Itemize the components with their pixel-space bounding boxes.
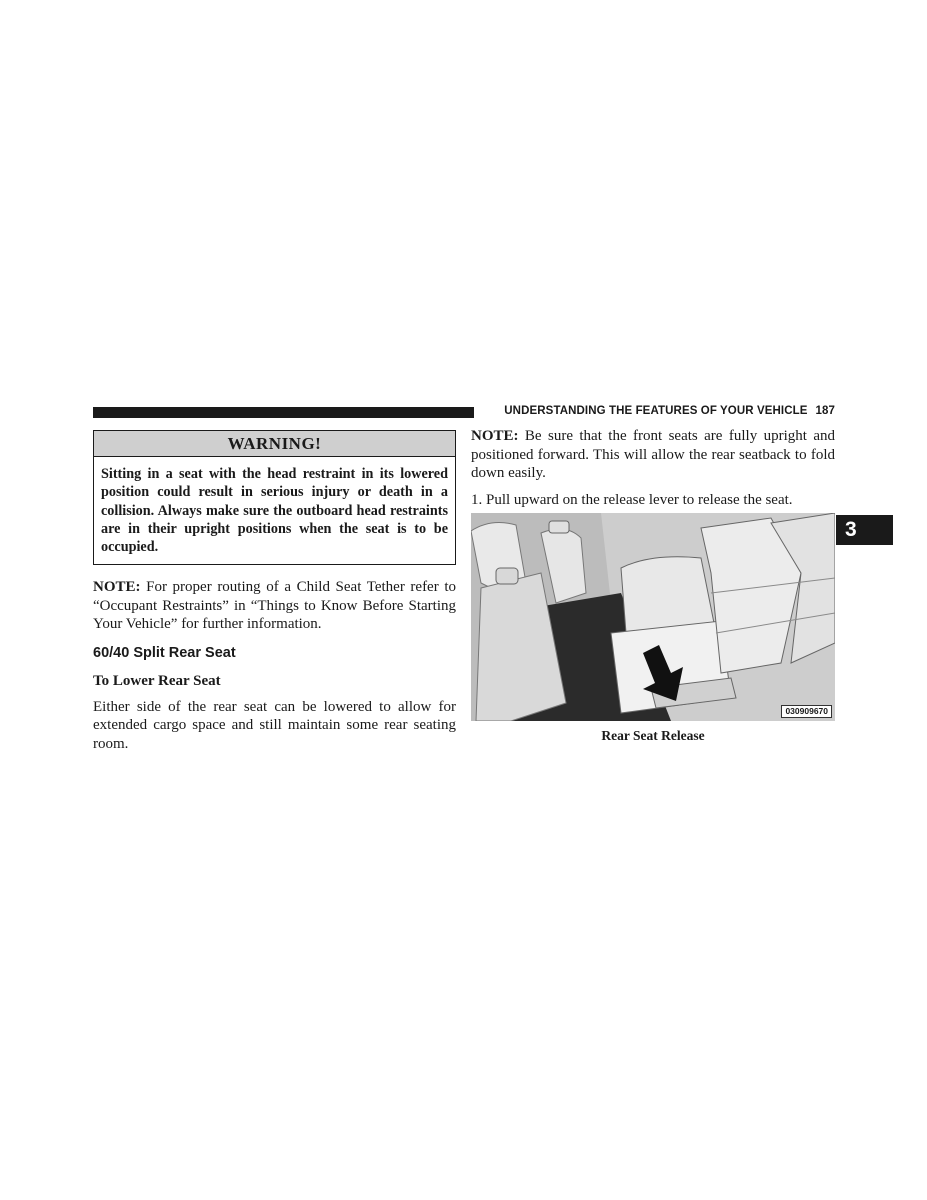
right-column bbox=[471, 427, 835, 509]
warning-heading: WARNING! bbox=[94, 431, 455, 457]
figure-code: 030909670 bbox=[781, 705, 832, 718]
warning-body: Sitting in a seat with the head restraint in its lowered position could result in serious injury or death in a collision. Always make sure the outboard head restraints are in their upright positions when the seat is to be occupied. bbox=[101, 466, 448, 556]
section-title: 60/40 Split Rear Seat bbox=[93, 644, 236, 661]
running-header bbox=[483, 405, 835, 417]
left-column bbox=[93, 430, 456, 753]
child-tether-note bbox=[93, 578, 456, 634]
chapter-tab: 3 bbox=[836, 515, 893, 545]
note-text: For proper routing of a Child Seat Tether refer to “Occupant Restraints” in “Things to Know Before Starting Your Vehicle” for further information. bbox=[93, 579, 456, 633]
warning-box bbox=[93, 430, 456, 565]
seat-drawing bbox=[471, 513, 835, 721]
header-rule bbox=[93, 407, 474, 418]
figure-caption: Rear Seat Release bbox=[601, 728, 705, 743]
subsection-title: To Lower Rear Seat bbox=[93, 672, 221, 689]
step-1: 1. Pull upward on the release lever to release the seat. bbox=[471, 491, 793, 508]
note-text: Be sure that the front seats are fully upright and positioned forward. This will allow the rear seatback to fold down easily. bbox=[471, 428, 835, 481]
header-title: UNDERSTANDING THE FEATURES OF YOUR VEHICLE bbox=[504, 405, 808, 417]
lower-seat-paragraph: Either side of the rear seat can be lowered to allow for extended cargo space and still maintain some rear seating room. bbox=[93, 698, 456, 752]
page-number: 187 bbox=[815, 405, 835, 417]
note-label: NOTE: bbox=[471, 428, 519, 444]
rear-seat-release-illustration bbox=[471, 513, 835, 721]
front-seat-note bbox=[471, 427, 835, 483]
note-label: NOTE: bbox=[93, 579, 141, 596]
